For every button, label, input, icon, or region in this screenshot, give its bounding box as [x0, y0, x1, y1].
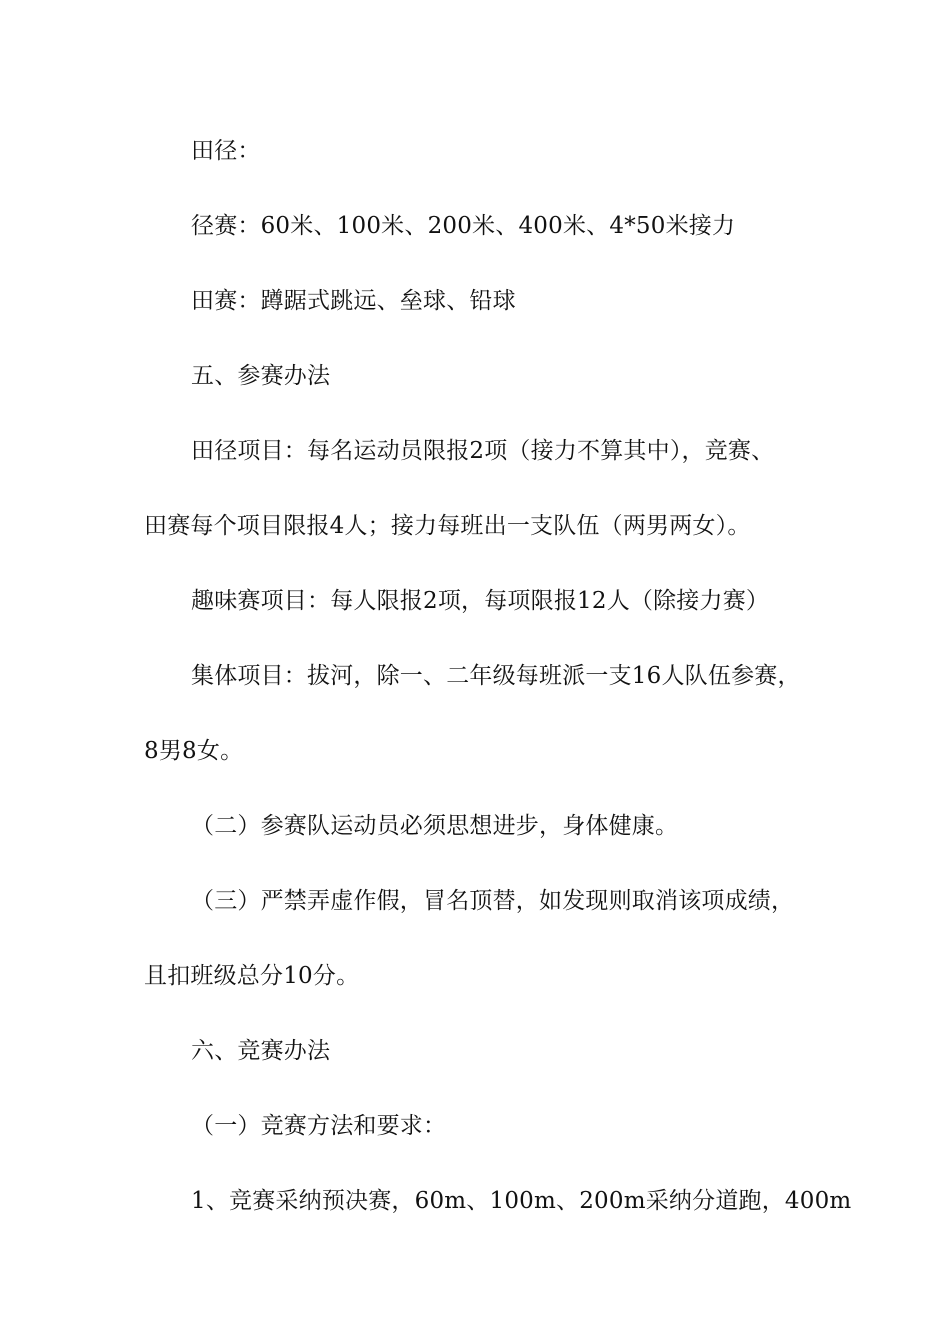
paragraph-line: （三）严禁弄虚作假，冒名顶替，如发现则取消该项成绩，: [191, 888, 795, 914]
paragraph-line: 1、竞赛采纳预决赛，60m、100m、200m采纳分道跑，400m: [191, 1188, 852, 1214]
paragraph-line: （二）参赛队运动员必须思想进步，身体健康。: [191, 813, 679, 839]
paragraph-line: 田径项目：每名运动员限报2项（接力不算其中），竞赛、: [191, 438, 775, 464]
field-events-line: 田赛：蹲踞式跳远、垒球、铅球: [191, 288, 516, 314]
subsection-heading: （一）竞赛方法和要求：: [191, 1113, 447, 1139]
section-heading-track-field: 田径：: [191, 138, 261, 164]
track-events-line: 径赛：60米、100米、200米、400米、4*50米接力: [191, 213, 736, 239]
paragraph-line: 集体项目：拔河，除一、二年级每班派一支16人队伍参赛，: [191, 663, 801, 689]
paragraph-line: 趣味赛项目：每人限报2项，每项限报12人（除接力赛）: [191, 588, 770, 614]
paragraph-line: 田赛每个项目限报4人；接力每班出一支队伍（两男两女）。: [144, 513, 751, 539]
paragraph-line: 8男8女。: [144, 738, 244, 764]
section-heading-participation: 五、参赛办法: [191, 363, 331, 389]
paragraph-line: 且扣班级总分10分。: [144, 963, 360, 989]
section-heading-competition: 六、竞赛办法: [191, 1038, 331, 1064]
